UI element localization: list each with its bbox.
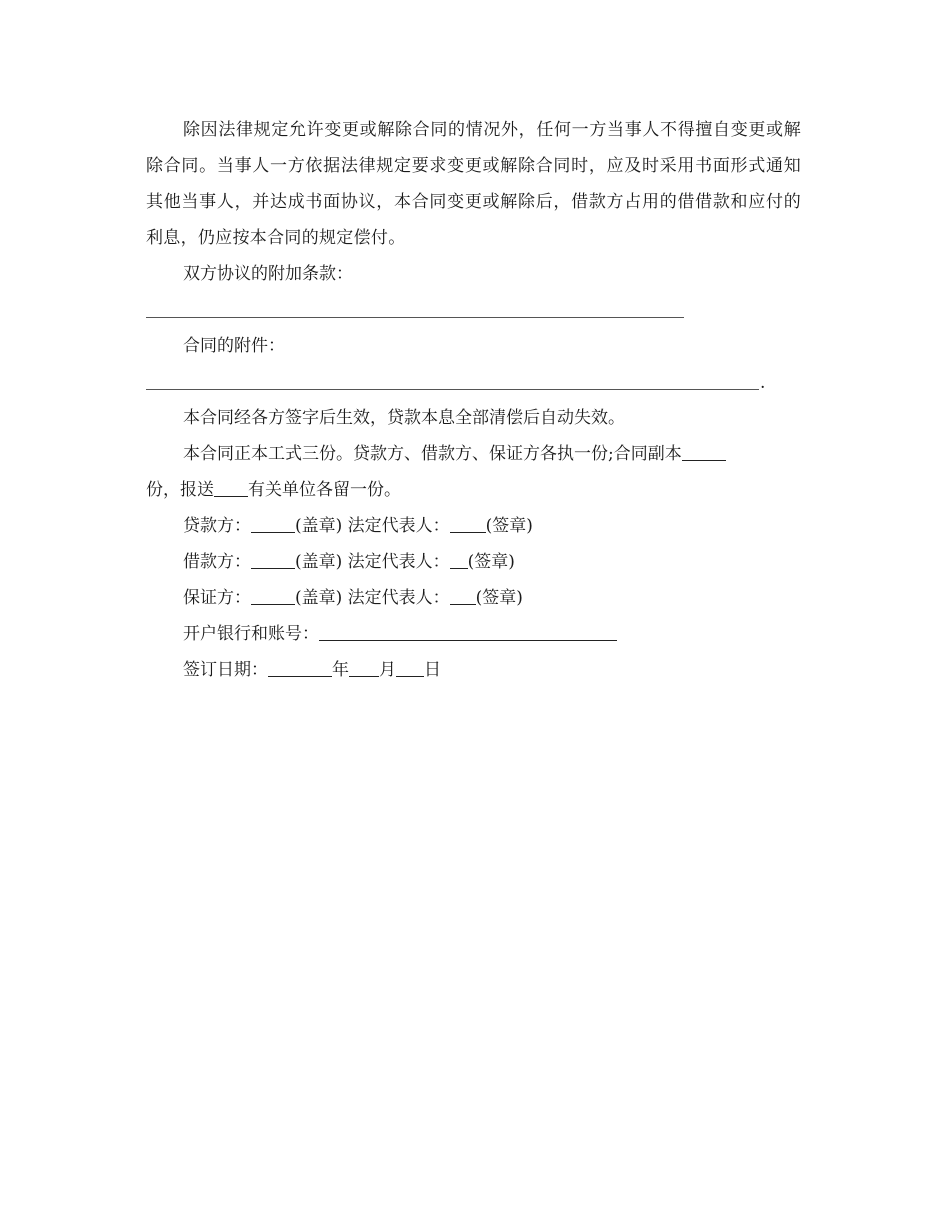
borrower-signature-row — [146, 544, 801, 580]
month-blank — [349, 660, 379, 677]
copies-clause-line1 — [146, 436, 801, 472]
month-label: 月 — [379, 660, 396, 680]
additional-terms-blank — [146, 292, 801, 328]
lender-rep-blank — [450, 516, 486, 533]
bank-account-row — [146, 616, 801, 652]
copies-count-blank — [682, 444, 726, 461]
attachments-end-mark: . — [760, 373, 766, 393]
paragraph-modification-clause: 除因法律规定允许变更或解除合同的情况外，任何一方当事人不得擅自变更或解除合同。当事人一方依据法律规定要求变更或解除合同时，应及时采用书面形式通知其他当事人，并达成书面协议，本合同变更或解除后，借款方占用的借借款和应付的利息，仍应按本合同的规定偿付。 — [146, 120, 801, 248]
date-label: 签订日期： — [183, 660, 268, 680]
guarantor-seal-blank — [251, 588, 295, 605]
additional-terms-underline — [146, 317, 684, 318]
effective-clause: 本合同经各方签字后生效，贷款本息全部清偿后自动失效。 — [183, 408, 625, 428]
lender-seal-text: (盖章) — [295, 516, 343, 536]
document-page — [146, 112, 801, 688]
copies-text-3: 有关单位各留一份。 — [248, 480, 401, 500]
borrower-rep-label: 法定代表人： — [347, 552, 450, 572]
borrower-rep-blank — [450, 552, 468, 569]
signing-date-row — [146, 652, 801, 688]
copies-clause-line2 — [146, 472, 801, 508]
borrower-sign-text: (签章) — [467, 552, 515, 572]
guarantor-label: 保证方： — [183, 588, 251, 608]
additional-terms-label: 双方协议的附加条款： — [183, 264, 353, 284]
lender-sign-text: (签章) — [485, 516, 533, 536]
report-recipient-blank — [214, 480, 248, 497]
lender-rep-label: 法定代表人： — [347, 516, 450, 536]
lender-signature-row — [146, 508, 801, 544]
borrower-seal-text: (盖章) — [295, 552, 343, 572]
borrower-label: 借款方： — [183, 552, 251, 572]
attachments-blank — [146, 364, 801, 400]
guarantor-seal-text: (盖章) — [295, 588, 343, 608]
day-label: 日 — [424, 660, 441, 680]
day-blank — [396, 660, 424, 677]
guarantor-signature-row — [146, 580, 801, 616]
lender-label: 贷款方： — [183, 516, 251, 536]
borrower-seal-blank — [251, 552, 295, 569]
bank-label: 开户银行和账号： — [183, 624, 319, 644]
year-blank — [268, 660, 332, 677]
guarantor-rep-label: 法定代表人： — [347, 588, 450, 608]
year-label: 年 — [332, 660, 349, 680]
copies-text-2: 份，报送 — [146, 480, 214, 500]
attachments-label: 合同的附件： — [183, 336, 285, 356]
guarantor-rep-blank — [450, 588, 476, 605]
bank-account-blank — [319, 624, 617, 641]
copies-text-1: 本合同正本工式三份。贷款方、借款方、保证方各执一份;合同副本 — [183, 444, 682, 464]
guarantor-sign-text: (签章) — [475, 588, 523, 608]
lender-seal-blank — [251, 516, 295, 533]
attachments-underline — [146, 389, 759, 390]
